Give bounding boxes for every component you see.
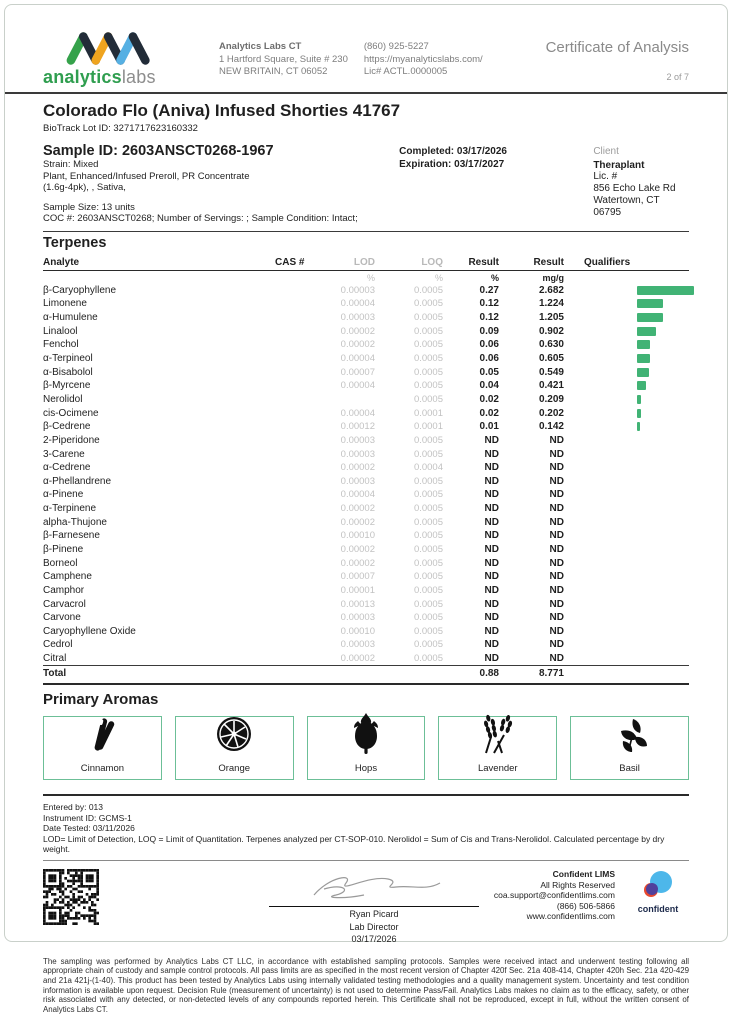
table-row [43,461,689,475]
result-bar [637,368,649,377]
result-pct-value: ND [484,516,499,528]
cinnamon-icon [82,715,122,763]
lod-value: 0.00004 [340,353,375,365]
result-bar [637,354,650,363]
sample-dates: Completed: 03/17/2026 Expiration: 03/17/2027 [399,146,507,170]
result-bar [637,409,641,418]
result-pct-value: ND [484,612,499,624]
analyte-name: Linalool [43,325,78,337]
aroma-card [175,716,294,780]
entered-by: Entered by: 013 [43,802,104,813]
biotrack-lot: BioTrack Lot ID: 3271717623160332 [43,123,198,134]
result-bar [637,395,641,404]
table-row [43,611,689,625]
aroma-label: Basil [619,763,640,775]
hops-icon [346,711,386,763]
loq-value: 0.0005 [413,434,443,446]
result-mgg-value: 2.682 [538,284,564,296]
result-pct-value: ND [484,543,499,555]
terpene-rows [43,284,689,666]
result-pct-value: 0.12 [479,312,499,324]
table-units-row: % % % mg/g [366,272,564,283]
signature-icon [284,869,464,907]
lab-website-link[interactable]: https://myanalyticslabs.com/ [363,53,483,65]
loq-value: 0.0005 [413,448,443,460]
lod-value: 0.00004 [340,489,375,501]
result-mgg-value: ND [549,448,564,460]
legal-disclaimer: The sampling was performed by Analytics Labs CT LLC, in accordance with established sampling protocols. Samples were received intact and underwent testing following all appropriate chain of custody and sample control protocols. All pass limits are as specified in the most recent version of Chapter 420f Sec. 21a 408-414, Chapter 420h Sec. 21a 420-429 and 21a 421j-(1-40). This product has been tested by Analytics Labs using internally validated testing methodologies and a quality management system. Uncertainty and test condition information is available upon request. Decision Rule (measurement of uncertainty) is not used to determine Pass/Fail. Analytics Labs makes no claim as to the efficacy, safety, or other risk associated with any detected, or non-detected levels of any compounds reported herein. This Certificate shall not be reproduced, except in full, without the written consent of Analytics Labs CT. [43,956,689,1014]
table-row [43,488,689,502]
page-indicator: 2 of 7 [666,72,689,82]
analyte-name: Caryophyllene Oxide [43,625,136,637]
loq-value: 0.0005 [413,625,443,637]
loq-value: 0.0005 [413,325,443,337]
result-pct-value: 0.12 [479,298,499,310]
result-pct-value: ND [484,639,499,651]
lod-value: 0.00002 [340,543,375,555]
result-pct-value: 0.04 [479,380,499,392]
aroma-card [438,716,557,780]
result-pct-value: ND [484,598,499,610]
table-row [43,434,689,448]
table-header: Analyte CAS # LOD LOQ Result Result Qualifiers [43,257,689,271]
analyte-name: Camphene [43,571,92,583]
method-note: LOD= Limit of Detection, LOQ = Limit of Quantitation. Terpenes analyzed per CT-SOP-010. Nerolidol = Sum of Cis and Trans-Nerolidol. Calculated percentage by dry weight. [43,834,665,855]
lod-value: 0.00003 [340,284,375,296]
loq-value: 0.0005 [413,584,443,596]
analyte-name: Cedrol [43,639,73,651]
result-pct-value: 0.02 [479,393,499,405]
aroma-label: Hops [354,763,378,775]
table-row [43,365,689,379]
aromas-section-title: Primary Aromas [43,691,159,709]
analyte-name: β-Cedrene [43,421,91,433]
client-name: Theraplant [593,160,645,171]
table-row [43,638,689,652]
loq-value: 0.0005 [413,475,443,487]
result-mgg-value: ND [549,489,564,501]
lod-value: 0.00002 [340,462,375,474]
result-pct-value: 0.06 [479,339,499,351]
table-row [43,352,689,366]
result-mgg-value: ND [549,503,564,515]
lod-value: 0.00010 [340,625,375,637]
result-mgg-value: ND [549,557,564,569]
result-pct-value: ND [484,503,499,515]
result-bar [637,299,663,308]
table-row [43,515,689,529]
lod-value: 0.00002 [340,325,375,337]
result-pct-value: ND [484,557,499,569]
result-mgg-value: 0.142 [538,421,564,433]
lims-email-link[interactable]: coa.support@confidentlims.com [493,890,615,901]
table-row [43,393,689,407]
result-mgg-value: 0.209 [538,393,564,405]
client-block: Client Theraplant Lic. # 856 Echo Lake Rd Watertown, CT 06795 [593,142,689,225]
lod-value: 0.00004 [340,380,375,392]
lod-value: 0.00013 [340,598,375,610]
lod-value: 0.00003 [340,639,375,651]
analyte-name: alpha-Thujone [43,516,107,528]
table-row [43,311,689,325]
result-pct-value: 0.05 [479,366,499,378]
result-pct-value: 0.01 [479,421,499,433]
table-row [43,502,689,516]
zigzag-logo-icon [61,27,161,69]
result-mgg-value: 0.549 [538,366,564,378]
analyte-name: α-Bisabolol [43,366,93,378]
result-bar [637,313,663,322]
result-mgg-value: 1.205 [538,312,564,324]
lod-value: 0.00007 [340,571,375,583]
loq-value: 0.0001 [413,421,443,433]
result-pct-value: ND [484,653,499,665]
analyticslabs-logo [43,27,193,88]
loq-value: 0.0005 [413,353,443,365]
lab-address: Analytics Labs CT 1 Hartford Square, Suite # 230 NEW BRITAIN, CT 06052 [219,41,348,77]
analyte-name: Citral [43,653,67,665]
loq-value: 0.0001 [413,407,443,419]
lod-value: 0.00003 [340,448,375,460]
lod-value: 0.00002 [340,503,375,515]
aroma-cards [43,716,689,780]
lod-value: 0.00001 [340,584,375,596]
loq-value: 0.0005 [413,380,443,392]
result-pct-value: ND [484,434,499,446]
result-bar [637,381,646,390]
date-tested: Date Tested: 03/11/2026 [43,823,135,834]
analyte-name: β-Farnesene [43,530,100,542]
page-header [5,5,727,88]
loq-value: 0.0005 [413,639,443,651]
aroma-card [570,716,689,780]
result-mgg-value: ND [549,530,564,542]
analyte-name: α-Phellandrene [43,475,112,487]
table-row [43,584,689,598]
footer-meta [43,796,689,833]
coc-number: COC #: 2603ANSCT0268; Number of Servings: ; Sample Condition: Intact; [43,213,358,224]
result-pct-value: 0.06 [479,353,499,365]
result-mgg-value: ND [549,639,564,651]
aroma-label: Cinnamon [80,763,125,775]
loq-value: 0.0005 [413,284,443,296]
table-row [43,556,689,570]
instrument-id: Instrument ID: GCMS-1 [43,812,132,823]
qr-code[interactable] [43,869,99,925]
table-row [43,529,689,543]
analyte-name: α-Humulene [43,312,98,324]
loq-value: 0.0005 [413,557,443,569]
loq-value: 0.0005 [413,298,443,310]
table-row [43,543,689,557]
loq-value: 0.0005 [413,530,443,542]
signature-block [269,869,479,945]
orange-icon [213,713,255,763]
result-pct-value: ND [484,489,499,501]
result-pct-value: 0.27 [479,284,499,296]
analyte-name: α-Pinene [43,489,84,501]
table-row [43,324,689,338]
result-mgg-value: 0.421 [538,380,564,392]
coa-page [4,4,728,1014]
lims-web-link[interactable]: www.confidentlims.com [526,911,615,922]
lod-value: 0.00003 [340,612,375,624]
aroma-label: Lavender [477,763,518,775]
analyte-name: 2-Piperidone [43,434,100,446]
lims-contact: Confident LIMS All Rights Reserved coa.support@confidentlims.com (866) 506-5866 www.confidentlims.com [493,869,615,922]
table-row [43,297,689,311]
basil-icon [609,715,651,763]
loq-value: 0.0005 [413,503,443,515]
result-mgg-value: ND [549,516,564,528]
result-mgg-value: 1.224 [538,298,564,310]
analyte-name: Nerolidol [43,393,83,405]
table-row [43,447,689,461]
analyte-name: Carvacrol [43,598,86,610]
table-row [43,474,689,488]
result-pct-value: ND [484,475,499,487]
result-mgg-value: 0.630 [538,339,564,351]
lod-value: 0.00002 [340,653,375,665]
analyte-name: Camphor [43,584,85,596]
result-bar [637,327,656,336]
table-row [43,338,689,352]
table-total-row: Total 0.88 8.771 [43,665,689,681]
result-pct-value: ND [484,584,499,596]
loq-value: 0.0005 [413,612,443,624]
confident-logo: confident [627,869,689,914]
result-mgg-value: 0.202 [538,407,564,419]
lod-value: 0.00003 [340,312,375,324]
result-pct-value: ND [484,462,499,474]
result-mgg-value: ND [549,571,564,583]
lod-value: 0.00002 [340,339,375,351]
result-mgg-value: ND [549,475,564,487]
analyte-name: β-Myrcene [43,380,91,392]
result-mgg-value: ND [549,462,564,474]
analyte-name: Carvone [43,612,81,624]
lod-value: 0.00007 [340,366,375,378]
lod-value: 0.00004 [340,298,375,310]
doc-title: Certificate of Analysis [545,39,689,56]
result-mgg-value: ND [549,543,564,555]
table-row [43,406,689,420]
analyte-name: Borneol [43,557,78,569]
loq-value: 0.0005 [413,312,443,324]
loq-value: 0.0005 [413,489,443,501]
lod-value: 0.00012 [340,421,375,433]
result-pct-value: 0.09 [479,325,499,337]
table-row [43,652,689,666]
loq-value: 0.0005 [413,598,443,610]
loq-value: 0.0005 [413,393,443,405]
table-row [43,284,689,298]
result-pct-value: 0.02 [479,407,499,419]
result-bar [637,286,694,295]
result-pct-value: ND [484,448,499,460]
result-mgg-value: 0.902 [538,325,564,337]
lod-value: 0.00002 [340,557,375,569]
table-row [43,625,689,639]
analyte-name: Limonene [43,298,87,310]
lod-value: 0.00003 [340,434,375,446]
sample-size: Sample Size: 13 units [43,201,135,213]
lod-value: 0.00010 [340,530,375,542]
analyte-name: Fenchol [43,339,79,351]
sample-id: Sample ID: 2603ANSCT0268-1967 [43,143,274,159]
loq-value: 0.0005 [413,516,443,528]
terpenes-section-title: Terpenes [43,234,107,251]
sign-date: 03/17/2026 [351,934,397,945]
confident-logo-icon [640,869,676,901]
aroma-label: Orange [218,763,251,775]
result-mgg-value: ND [549,434,564,446]
result-pct-value: ND [484,571,499,583]
analyte-name: β-Caryophyllene [43,284,117,296]
loq-value: 0.0004 [413,462,443,474]
loq-value: 0.0005 [413,339,443,351]
aroma-card [43,716,162,780]
result-mgg-value: ND [549,625,564,637]
loq-value: 0.0005 [413,543,443,555]
result-mgg-value: 0.605 [538,353,564,365]
analyte-name: 3-Carene [43,448,85,460]
brand-wordmark: analyticslabs [43,67,156,87]
table-row [43,570,689,584]
sample-details: Sample ID: 2603ANSCT0268-1967 Strain: Mixed Plant, Enhanced/Infused Preroll, PR Concentrate (1.6g-4pk), , Sativa, Sample Size: 13 units COC #: 2603ANSCT0268; Number of Servings: ; Sample Condition: Intact; [43,142,399,225]
result-mgg-value: ND [549,612,564,624]
aroma-card [307,716,426,780]
result-bar [637,422,640,431]
result-mgg-value: ND [549,653,564,665]
analyte-name: α-Terpineol [43,353,93,365]
product-title: Colorado Flo (Aniva) Infused Shorties 41767 [43,101,401,120]
lod-value: 0.00002 [340,516,375,528]
analyte-name: α-Terpinene [43,503,97,515]
result-mgg-value: ND [549,584,564,596]
lab-contact: (860) 925-5227 https://myanalyticslabs.com/ Lic# ACTL.0000005 [363,41,483,77]
signer-name: Ryan Picard [349,909,399,920]
analyte-name: β-Pinene [43,543,84,555]
result-pct-value: ND [484,530,499,542]
lod-value: 0.00003 [340,475,375,487]
loq-value: 0.0005 [413,571,443,583]
lavender-icon [476,711,520,763]
analyte-name: α-Cedrene [43,462,91,474]
result-mgg-value: ND [549,598,564,610]
table-row [43,597,689,611]
analyte-name: cis-Ocimene [43,407,99,419]
lod-value: 0.00004 [340,407,375,419]
loq-value: 0.0005 [413,366,443,378]
result-bar [637,340,650,349]
loq-value: 0.0005 [413,653,443,665]
signer-title: Lab Director [349,921,399,932]
table-row [43,420,689,434]
table-row [43,379,689,393]
result-pct-value: ND [484,625,499,637]
